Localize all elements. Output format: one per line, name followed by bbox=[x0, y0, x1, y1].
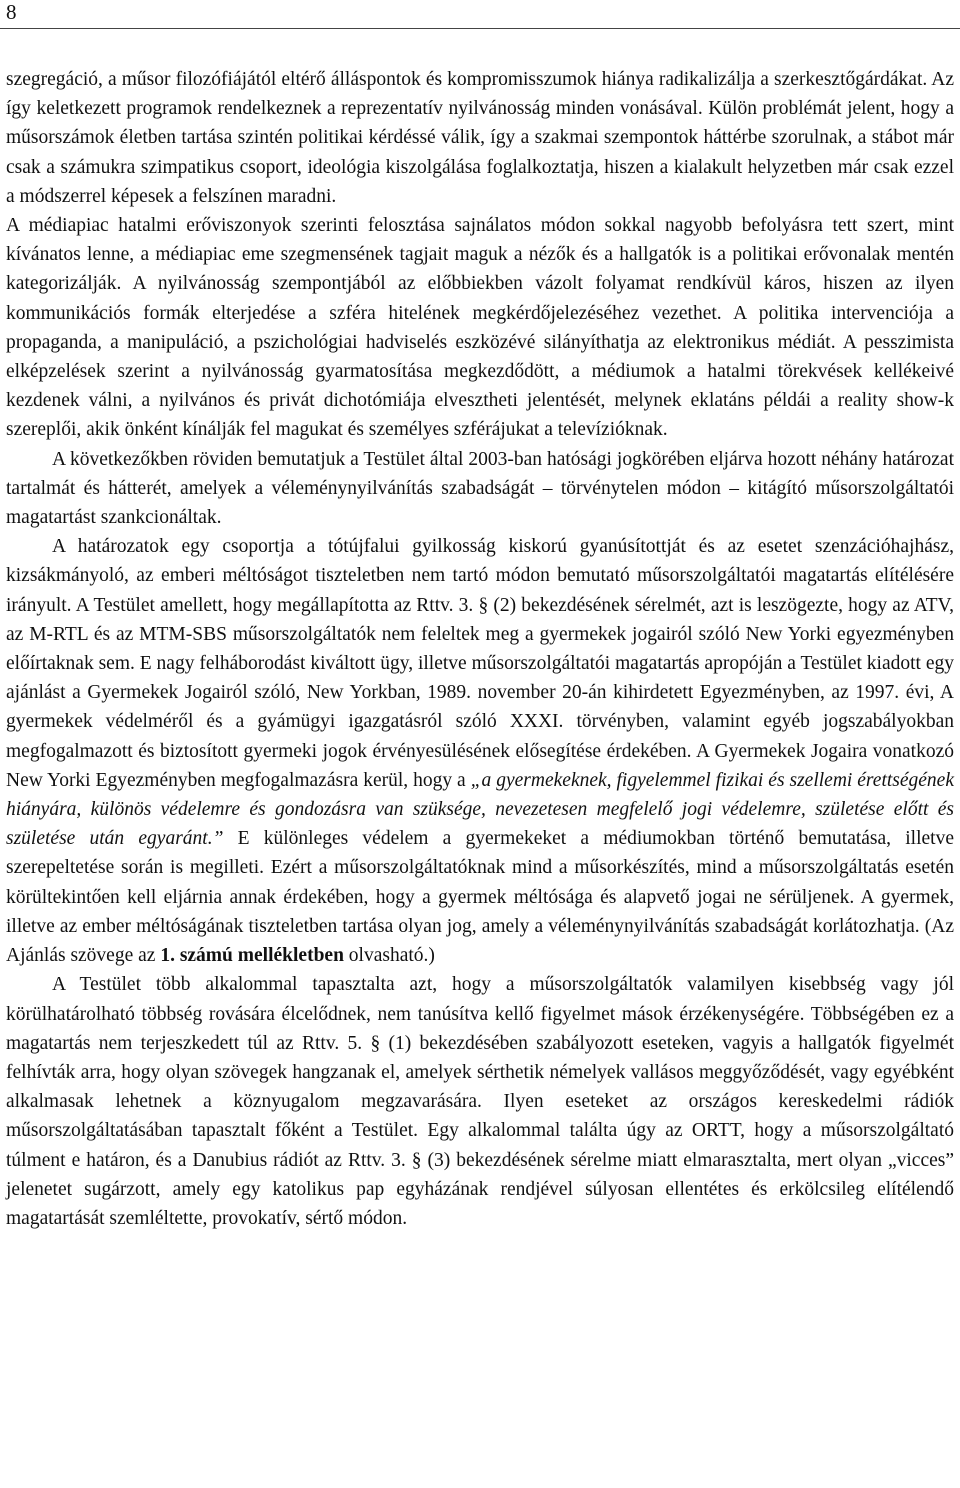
paragraph-3: A következőkben röviden bemutatjuk a Testület által 2003-ban hatósági jogkörében eljárva hozott néhány határozat tartalmát és hátterét, amelyek a véleménynyilvánítás szabadságát – törvénytelen módon – kitágító műsorszolgáltatói magatartást szankcionáltak. bbox=[6, 448, 954, 529]
paragraph-4 bbox=[6, 532, 954, 970]
paragraph-2: A médiapiac hatalmi erőviszonyok szerinti felosztása sajnálatos módon sokkal nagyobb befolyásra tett szert, mint kívánatos lenne, a médiapiac eme szegmensének tagjait maguk a nézők és a hallgatók is a politikai erővonalak mentén kategorizálják. A nyilvánosság szempontjából az előbbiekben vázolt folyamat rendkívül káros, hiszen az ilyen kommunikációs formák elterjedése a szféra hitelének megkérdőjelezéséhez vezethet. A politika intervenciója a propaganda, a manipuláció, a pszichológiai hadviselés eszközévé silányíthatja az elektronikus médiát. A pesszimista elképzelések szerint a nyilvánosság gyarmatosítása megkezdődött, a médiumok a hatalmi törekvések kellékeivé kezdenek válni, a nyilvános és privát dichotómiája elvesztheti jelentését, melynek eklatáns példái a reality show-k szereplői, akik önként kínálják fel magukat és személyes szférájukat a televízióknak. bbox=[6, 215, 954, 441]
paragraph-4-text-b: E különleges védelem a gyermekeket a médiumokban történő bemutatása, illetve szerepeltetése során is megilleti. Ezért a műsorszolgáltatóknak mind a műsorkészítés, mind a műsorszolgáltatás esetén körültekintően kell eljárnia annak érdekében, hogy a gyermek méltósága és alapvető jogai ne sérüljenek. A gyermek, illetve az ember méltóságának tiszteletben tartása olyan jog, amely a véleménynyilvánítás szabadságát korlátozhatja. (Az Ajánlás szövege az bbox=[6, 828, 954, 967]
page-number: 8 bbox=[6, 0, 17, 24]
paragraph-4-text-c: olvasható.) bbox=[343, 945, 435, 967]
annex-reference: 1. számú mellékletben bbox=[160, 945, 344, 967]
convention-quote: „a gyermekeknek, figyelemmel fizikai és szellemi érettségének hiányára, különös védelemre és gondozásra van szüksége, nevezetesen megfelelő jogi védelemre, születése előtt és születése után egyaránt.” bbox=[6, 769, 954, 850]
header-rule bbox=[0, 28, 960, 29]
body-text bbox=[6, 65, 954, 1233]
paragraph-4-text-a: A határozatok egy csoportja a tótújfalui gyilkosság kiskorú gyanúsítottját és az esetet szenzációhajhász, kizsákmányoló, az emberi méltóságot tiszteletben nem tartó módon bemutató műsorszolgáltatói magatartás elítélésére irányult. A Testület amellett, hogy megállapította az Rttv. 3. § (2) bekezdésének sérelmét, azt is leszögezte, hogy az ATV, az M-RTL és az MTM-SBS műsorszolgáltatók nem feleltek meg a gyermekek jogairól szóló New Yorki egyezményben előírtaknak sem. E nagy felháborodást kiváltott ügy, illetve műsorszolgáltatói magatartás apropóján a Testület kiadott egy ajánlást a Gyermekek Jogairól szóló, New Yorkban, 1989. november 20-án kihirdetett Egyezményben, az 1997. évi, A gyermekek védelméről és a gyámügyi igazgatásról szóló XXXI. törvényben, valamint egyéb jogszabályokban megfogalmazott és biztosított gyermeki jogok érvényesülésének elősegítése érdekében. A Gyermekek Jogaira vonatkozó New Yorki Egyezményben megfogalmazásra kerül, hogy a bbox=[6, 536, 954, 791]
paragraph-5: A Testület több alkalommal tapasztalta azt, hogy a műsorszolgáltatók valamilyen kisebbség vagy jól körülhatárolható többség rovására élcelődnek, nem tanúsítva kellő figyelmet mások érzékenységére. Többségében ez a magatartás nem terjeszkedett túl az Rttv. 5. § (1) bekezdésében szabályozott eseteken, vagyis a hallgatók figyelmét felhívták arra, hogy olyan szövegek hangzanak el, amelyek sérthetik némelyek vallásos meggyőződését, vagy egyébként alkalmasak lehetnek a köznyugalom megzavarására. Ilyen eseteket az országos kereskedelmi rádiók műsorszolgáltatásában tapasztalt főként a Testület. Egy alkalommal találta úgy az ORTT, hogy a műsorszolgáltató túlment e határon, és a Danubius rádiót az Rttv. 3. § (3) bekezdésének sérelme miatt elmarasztalta, mert olyan „vicces” jelenetet sugárzott, amely egy katolikus pap egyházának rendjével súlyosan ellentétes és erkölcsileg elítélendő magatartását szemléltette, provokatív, sértő módon. bbox=[6, 974, 954, 1229]
paragraph-1: szegregáció, a műsor filozófiájától eltérő álláspontok és kompromisszumok hiánya radikalizálja a szerkesztőgárdákat. Az így keletkezett programok rendelkeznek a reprezentatív nyilvánosság minden vonásával. Külön problémát jelent, hogy a műsorszámok életben tartása szintén politikai kérdéssé válik, így a szakmai szempontok háttérbe szorulnak, a stábot már csak a számukra szimpatikus csoport, ideológia kiszolgálása foglalkoztatja, hiszen a kialakult helyzetben már csak ezzel a módszerrel képesek a felszínen maradni. bbox=[6, 69, 954, 207]
